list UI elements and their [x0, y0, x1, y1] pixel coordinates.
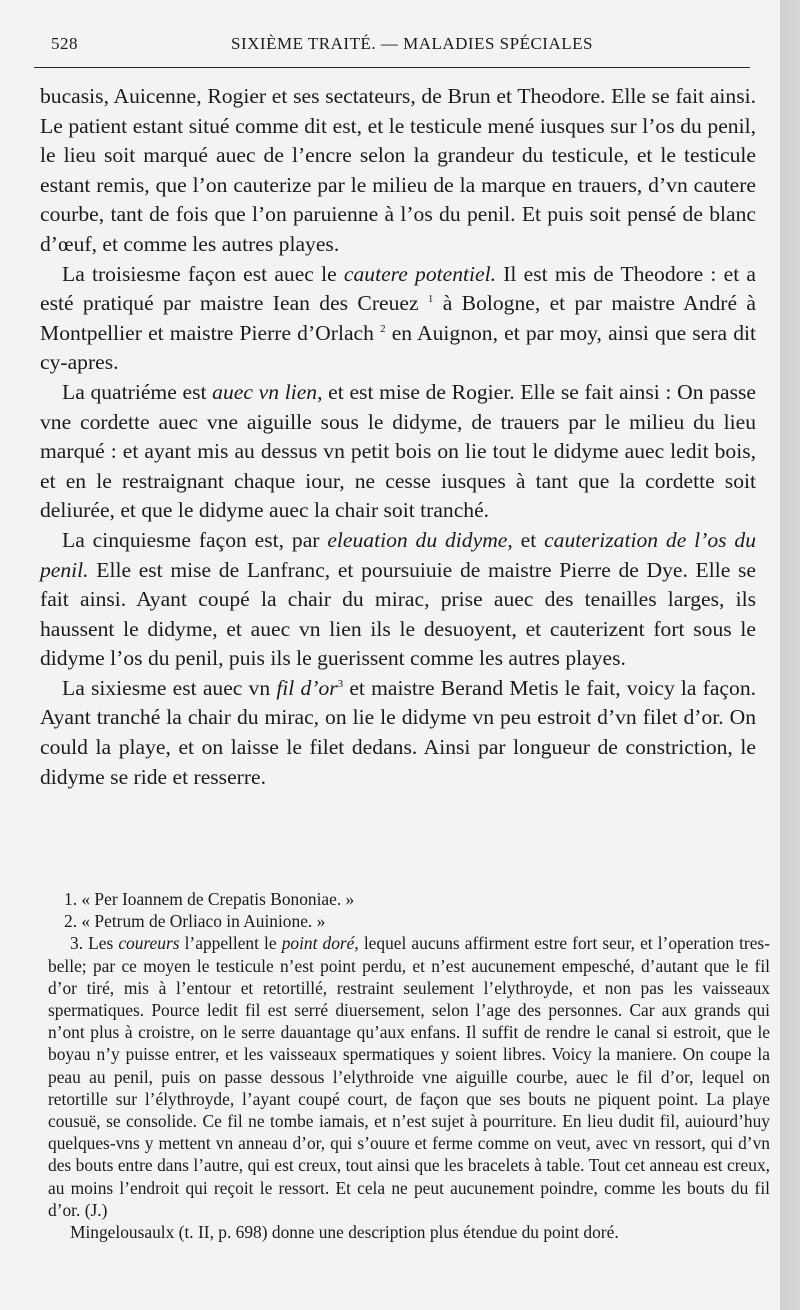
page-edge — [780, 0, 800, 1310]
paragraph-2: La troisiesme façon est auec le cautere potentiel. Il est mis de Theodore : et a esté pratiqué par maistre Iean des Creuez $^1$ à Bologne, et par maistre André à Montpellier et maistre Pierre d’Orlach $^2$ en Auignon, et par moy, ainsi que sera dit cy-apres. — [40, 261, 756, 375]
page-number: 528 — [51, 34, 78, 53]
footnote-ref-2: 2 — [380, 322, 386, 335]
italic-term: fil d’or — [276, 675, 338, 700]
italic-term: coureurs — [118, 933, 180, 954]
footnote-ref-3: 3 — [337, 677, 344, 690]
header-rule — [34, 67, 750, 68]
italic-term: point doré — [281, 933, 355, 954]
italic-term: cauterization de l’os du penil. — [40, 527, 756, 582]
footnotes — [48, 888, 770, 1243]
footnote-3: 3. Les coureurs l’appellent le point doré, lequel aucuns affirment estre fort seur, et l’operation tres-belle; par ce moyen le testicule n’est point perdu, et n’est aucunement empesché, d’autant que le fil d’or tiré, mis à l’entour et retortillé, restraint seulement l’elythroyde, et non pas les vaisseaux spermatiques. Pource ledit fil est serré diuersement, selon l’age des personnes. Car aux grands qui n’ont plus à croistre, on le serre dauantage qu’aux enfans. Il suffit de rendre le canal si estroit, que le boyau n’y puisse entrer, et les vaisseaux spermatiques y soient libres. Voicy la maniere. On coupe la peau au penil, puis on passe dessous l’elythroide vne aiguille courbe, auec le fil d’or, lequel on retortille sur l’élythroyde, l’ayant coupé court, de façon que ses bouts ne piquent point. La playe cousuë, se consolide. Ce fil ne tombe iamais, et n’est sujet à pourriture. En lieu dudit fil, auiourd’huy quelques-vns y mettent vn anneau d’or, qui s’ouure et ferme comme on veut, avec vn ressort, qui d’vn des bouts entre dans l’autre, qui est creux, tout ainsi que les bracelets à table. Tout cet anneau est creux, au moins l’endroit qui reçoit le ressort. Et cela ne peut aucunement poindre, comme les bouts du fil d’or. (J.) — [48, 933, 770, 1220]
footnote-addendum: Mingelousaulx (t. II, p. 698) donne une description plus étendue du point doré. — [70, 1222, 619, 1243]
main-text — [40, 82, 756, 792]
paragraph-3: La quatriéme est auec vn lien, et est mise de Rogier. Elle se fait ainsi : On passe vne cordette auec vne aiguille sous le didyme, de trauers par le milieu du lieu marqué : et ayant mis au dessus vn petit bois on lie tout le didyme auec ledit bois, et en le restraignant chaque iour, ne cesse iusques à tant que la cordette soit deliurée, et que le didyme auec la chair soit tranché. — [40, 379, 756, 523]
footnote-ref-1: 1 — [427, 293, 434, 306]
paragraph-4: La cinquiesme façon est, par eleuation du didyme, et cauterization de l’os du penil. Elle est mise de Lanfranc, et poursuiuie de maistre Pierre de Dye. Elle se fait ainsi. Ayant coupé la chair du mirac, prise auec des tenailles larges, ils haussent le didyme, et auec vn lien ils le desuoyent, et cauterizent fort sous le didyme l’os du penil, puis ils le guerissent comme les autres playes. — [40, 527, 756, 671]
footnote-1: 1. « Per Ioannem de Crepatis Bononiae. » — [64, 889, 355, 909]
italic-term: eleuation du didyme — [327, 527, 508, 552]
italic-term: cautere potentiel. — [343, 261, 497, 286]
running-title: SIXIÈME TRAITÉ. — MALADIES SPÉCIALES — [231, 34, 593, 53]
footnote-2: 2. « Petrum de Orliaco in Auinione. » — [64, 911, 326, 932]
paragraph-5: La sixiesme est auec vn fil $d’or^3$ et maistre Berand Metis le fait, voicy la façon. Ayant tranché la chair du mirac, on lie le didyme vn peu estroit d’vn filet d’or. On could la playe, et on laisse le filet dedans. Ainsi par longueur de constriction, le didyme se ride et resserre. — [40, 675, 757, 789]
running-header — [34, 28, 750, 58]
italic-term: auec vn lien, — [212, 379, 323, 404]
paragraph-1: bucasis, Auicenne, Rogier et ses sectateurs, de Brun et Theodore. Elle se fait ainsi. Le patient estant situé comme dit est, et le testicule mené iusques sur l’os du penil, le lieu soit marqué auec de l’encre selon la grandeur du testicule, et le testicule estant remis, que l’on cauterize par le milieu de la marque en trauers, d’vn cautere courbe, tant de fois que l’on paruienne à l’os du penil. Et puis soit pensé de blanc d’œuf, et comme les autres playes. — [40, 84, 756, 256]
